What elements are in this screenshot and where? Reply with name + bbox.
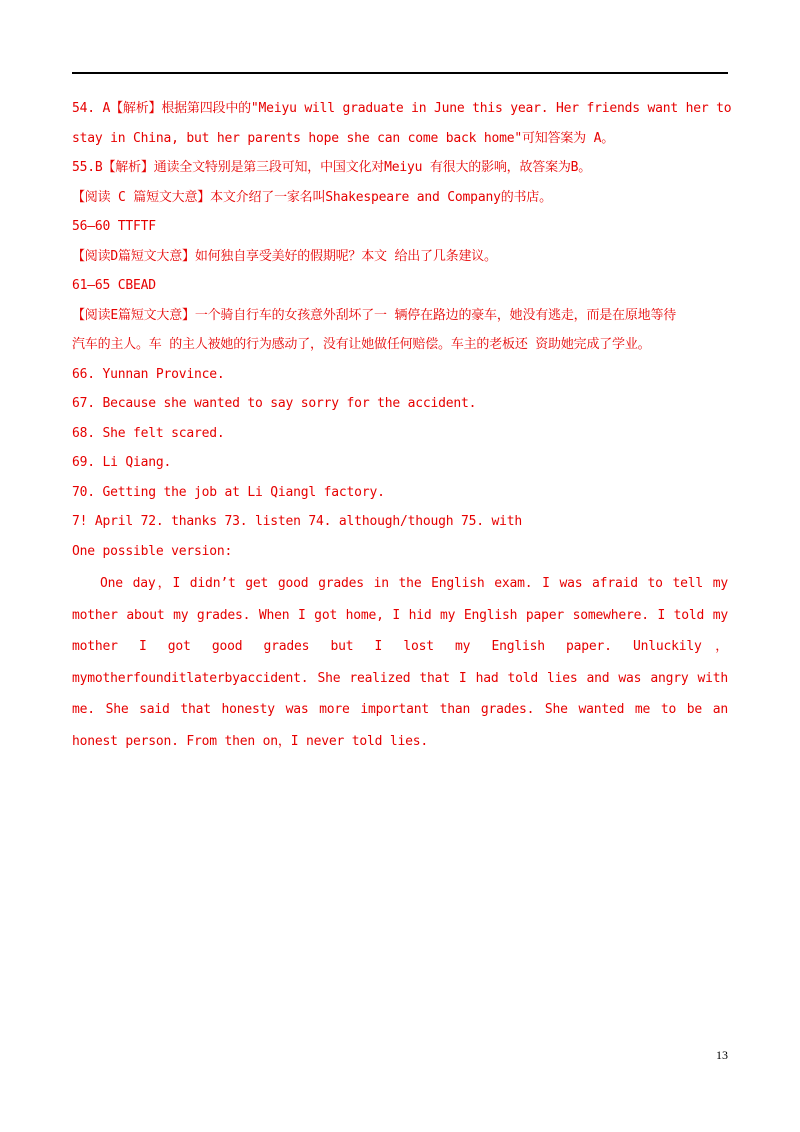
essay-paragraph: One day，I didn’t get good grades in the English exam. I was afraid to tell my mother about my grades. When I got home, I hid my English paper somewhere. I told my mother I got good grades but I lost my English paper. Unluckily， mymotherfounditlaterbyaccident. She realized that I had told lies and was angry with me. She said that honesty was more important than grades. She wanted me to be an honest person. From then on，I never told lies. (72, 576, 728, 749)
answers-56-60: 56—60 TTFTF (72, 219, 156, 234)
answer-content (72, 94, 732, 758)
essay-heading: One possible version: (72, 543, 233, 559)
answer-69: 69. Li Qiang. (72, 455, 172, 470)
reading-e-summary-cont: 汽车的主人。车 的主人被她的行为感动了，没有让她做任何赔偿。车主的老板还 资助她完成了学业。 (72, 337, 651, 352)
answers-71-75: 7! April 72. thanks 73. listen 74. although/though 75. with (72, 514, 522, 529)
answer-68: 68. She felt scared. (72, 425, 225, 441)
answers-61-65: 61—65 CBEAD (72, 278, 156, 293)
answer-line-54-cont: stay in China, but her parents hope she can come back home"可知答案为 A。 (72, 130, 615, 146)
header-rule (72, 72, 728, 74)
reading-e-summary: 【阅读E篇短文大意】一个骑自行车的女孩意外刮坏了一 辆停在路边的豪车，她没有逃走，而是在原地等待 (72, 307, 677, 323)
answer-line-55: 55.B【解析】通读全文特别是第三段可知，中国文化对Meiyu 有很大的影响，故答案为B。 (72, 160, 592, 175)
answer-70: 70. Getting the job at Li Qiangl factory. (72, 484, 385, 500)
reading-d-summary: 【阅读D篇短文大意】如何独自享受美好的假期呢？本文 给出了几条建议。 (72, 248, 497, 264)
answer-67: 67. Because she wanted to say sorry for the accident. (72, 396, 477, 411)
answer-line-54: 54. A【解析】根据第四段中的"Meiyu will graduate in June this year. Her friends want her to (72, 101, 732, 116)
reading-c-summary: 【阅读 C 篇短文大意】本文介绍了一家名叫Shakespeare and Company的书店。 (72, 189, 552, 205)
answer-66: 66. Yunnan Province. (72, 366, 225, 382)
page-number: 13 (716, 1048, 728, 1062)
